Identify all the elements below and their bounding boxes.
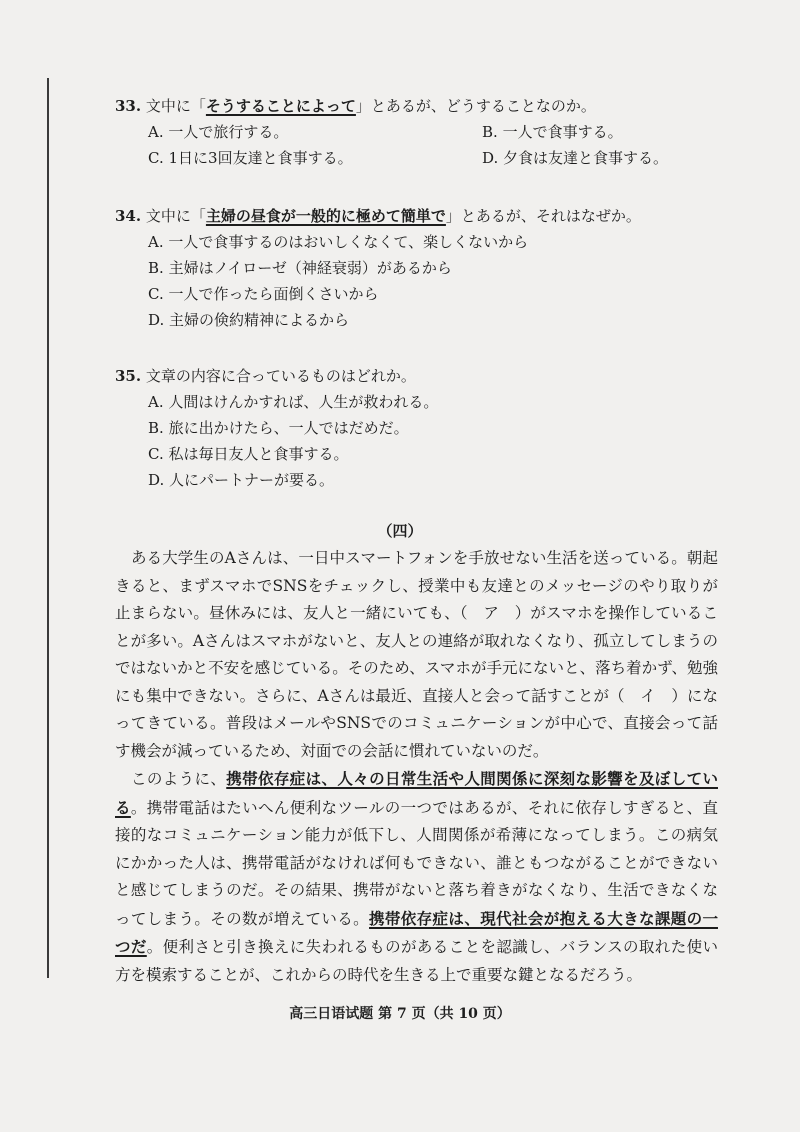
blank-a: （ ア ） xyxy=(459,604,531,622)
question-33-quoted-phrase: そうすることによって xyxy=(205,97,356,115)
question-35-number: 35. xyxy=(115,367,142,385)
question-35-option-b[interactable]: B. 旅に出かけたら、一人ではだめだ。 xyxy=(148,419,409,437)
question-34-stem: 34. 文中に「主婦の昼食が一般的に極めて簡単で」とあるが、それはなぜか。 xyxy=(115,207,641,225)
question-35-option-c[interactable]: C. 私は毎日友人と食事する。 xyxy=(148,445,349,463)
question-34-number: 34. xyxy=(115,207,142,225)
question-33-stem: 33. 文中に「そうすることによって」とあるが、どうすることなのか。 xyxy=(115,97,596,115)
question-35-option-d[interactable]: D. 人にパートナーが要る。 xyxy=(148,471,335,489)
passage-paragraph-1: ある大学生のAさんは、一日中スマートフォンを手放せない生活を送っている。朝起きると、まずスマホでSNSをチェックし、授業中も友達とのメッセージのやり取りが止まらない。昼休みには、友人と一緒にいても、（ ア ）がスマホを操作していることが多い。Aさんはスマホがないと、友人との連絡が取れなくなり、孤立してしまうのではないかと不安を感じている。そのため、スマホが手元にないと、落ち着かず、勉強にも集中できない。さらに、Aさんは最近、直接人と会って話すことが（ イ ）になってきている。普段はメールやSNSでのコミュニケーションが中心で、直接会って話す機会が減っているため、対面での会話に慣れていないのだ。 xyxy=(115,549,718,760)
passage-underlined-phrase-1: 携帯依存症は、人々の日常生活や人間関係に深刻な影響を及ぼしている xyxy=(115,769,718,817)
question-34-option-d[interactable]: D. 主婦の倹約精神によるから xyxy=(148,311,350,329)
page-footer: 高三日语试题 第 7 页（共 10 页） xyxy=(289,1006,511,1022)
question-34-quoted-phrase: 主婦の昼食が一般的に極めて簡単で xyxy=(205,207,446,225)
question-33-option-d[interactable]: D. 夕食は友達と食事する。 xyxy=(482,149,669,167)
question-33-option-a[interactable]: A. 一人で旅行する。 xyxy=(148,123,289,141)
question-34-option-a[interactable]: A. 一人で食事するのはおいしくなくて、楽しくないから xyxy=(148,233,529,251)
question-33-option-c[interactable]: C. 1日に3回友達と食事する。 xyxy=(148,149,353,167)
blank-i: （ イ ） xyxy=(609,686,687,705)
question-34-option-c[interactable]: C. 一人で作ったら面倒くさいから xyxy=(148,285,379,303)
passage-paragraph-2: このように、携帯依存症は、人々の日常生活や人間関係に深刻な影響を及ぼしている。携帯電話はたいへん便利なツールの一つではあるが、それに依存しすぎると、直接的なコミュニケーション能力が低下し、人間関係が希薄になってしまう。この病気にかかった人は、携帯電話がなければ何もできない、誰ともつながることができないと感じてしまうのだ。その結果、携帯がないと落ち着きがなくなり、生活できなくなってしまう。その数が増えている。携帯依存症は、現代社会が抱える大きな課題の一つだ。便利さと引き換えに失われるものがあることを認識し、バランスの取れた使い方を模索することが、これからの時代を生きる上で重要な鍵となるだろう。 xyxy=(115,769,718,984)
question-34-option-b[interactable]: B. 主婦はノイローゼ（神経衰弱）があるから xyxy=(148,259,452,277)
question-33-option-b[interactable]: B. 一人で食事する。 xyxy=(482,123,623,141)
question-35-option-a[interactable]: A. 人間はけんかすれば、人生が救われる。 xyxy=(148,393,439,411)
passage-underlined-phrase-2: 携帯依存症は、現代社会が抱える大きな課題の一つだ xyxy=(115,908,718,956)
question-33-number: 33. xyxy=(115,97,142,115)
section-title: （四） xyxy=(377,522,423,540)
question-35-stem: 35. 文章の内容に合っているものはどれか。 xyxy=(115,367,416,385)
